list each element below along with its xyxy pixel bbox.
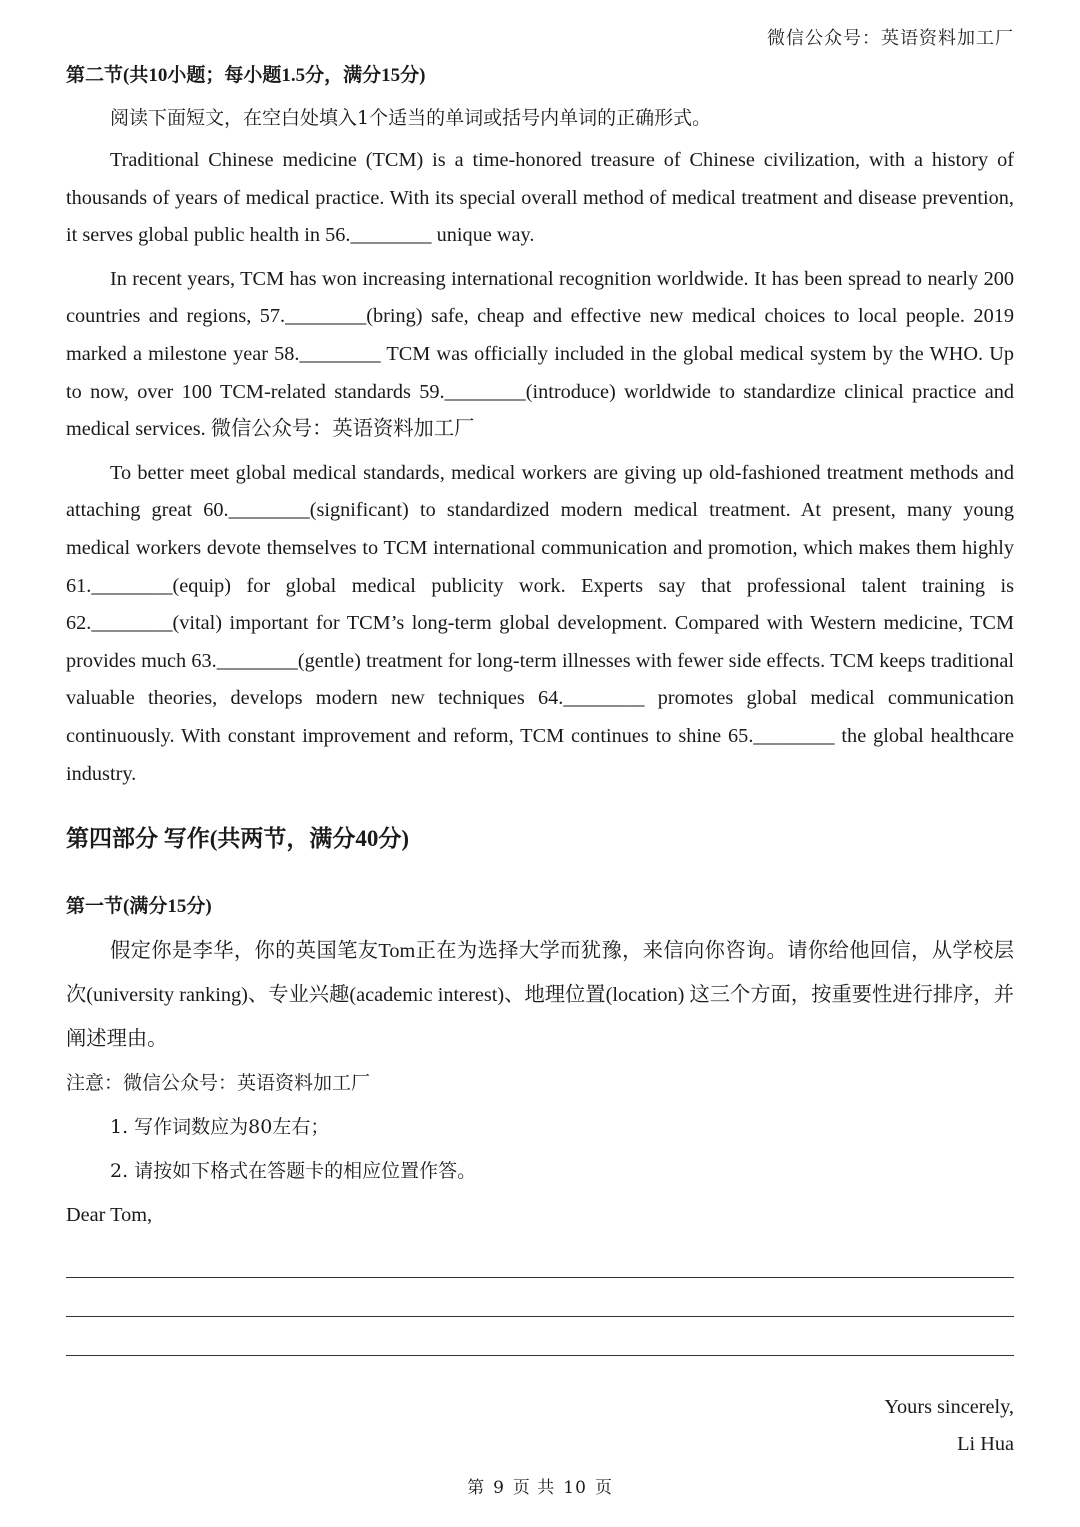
writing-note-item-1: 1. 写作词数应为80左右； (110, 1116, 330, 1139)
section2-instruction: 阅读下面短文，在空白处填入1个适当的单词或括号内单词的正确形式。 (110, 107, 712, 129)
passage-paragraph-2: In recent years, TCM has won increasing international recognition worldwide. It has been spread to nearly 200 countries and regions, 57.________(bring) safe, cheap and effective new medical choices to local people. 2019 marked a milestone year 58.________ TCM was officially included in the global medical system by the WHO. Up to now, over 100 TCM-related standards 59.________(introduce) worldwide to standardize clinical practice and medical services. 微信公众号：英语资料加工厂 (66, 267, 1014, 441)
letter-greeting: Dear Tom, (66, 1204, 153, 1227)
footer-mid: 页 共 (512, 1478, 556, 1498)
answer-line-3[interactable] (66, 1355, 1014, 1356)
passage-paragraph-3: To better meet global medical standards, medical workers are giving up old-fashioned treatment methods and attaching great 60.________(significant) to standardized modern medical treatment. At present, many young medical workers devote themselves to TCM international communication and promotion, which makes them highly 61.________(equip) for global medical publicity work. Experts say that professional talent training is 62.________(vital) important for TCM’s long-term global development. Compared with Western medicine, TCM provides much 63.________(gentle) treatment for long-term illnesses with fewer side effects. TCM keeps traditional valuable theories, develops modern new techniques 64.________ promotes global medical communication continuously. With constant improvement and reform, TCM continues to shine 65.________ the global healthcare industry. (66, 461, 1014, 785)
section2-title: 第二节(共10小题；每小题1.5分，满分15分) (66, 65, 426, 86)
footer-prefix: 第 (467, 1478, 486, 1498)
writing-section1-title: 第一节(满分15分) (66, 896, 212, 918)
footer-suffix: 页 (594, 1478, 613, 1498)
writing-task-prompt: 假定你是李华，你的英国笔友Tom正在为选择大学而犹豫，来信向你咨询。请你给他回信，从学校层次(university ranking)、专业兴趣(academic interest)、地理位置(location) 这三个方面，按重要性进行排序，并阐述理由。 (66, 940, 1014, 1051)
page-footer (0, 1473, 1080, 1498)
page-content (66, 62, 1014, 1237)
letter-closing: Yours sincerely, (884, 1396, 1014, 1418)
letter-signature: Li Hua (957, 1433, 1014, 1455)
footer-page-number: 9 (493, 1478, 505, 1498)
part4-title: 第四部分 写作(共两节，满分40分) (66, 826, 410, 852)
answer-line-1[interactable] (66, 1277, 1014, 1278)
writing-note-label: 注意：微信公众号：英语资料加工厂 (66, 1072, 371, 1095)
footer-page-total: 10 (563, 1478, 587, 1498)
writing-note-item-2: 2. 请按如下格式在答题卡的相应位置作答。 (110, 1160, 477, 1183)
passage-paragraph-1: Traditional Chinese medicine (TCM) is a time-honored treasure of Chinese civilization, with a history of thousands of years of medical practice. With its special overall method of medical treatment and disease prevention, it serves global public health in 56.________ unique way. (66, 149, 1014, 247)
header-watermark-note: 微信公众号：英语资料加工厂 (767, 28, 1014, 49)
answer-line-2[interactable] (66, 1316, 1014, 1317)
